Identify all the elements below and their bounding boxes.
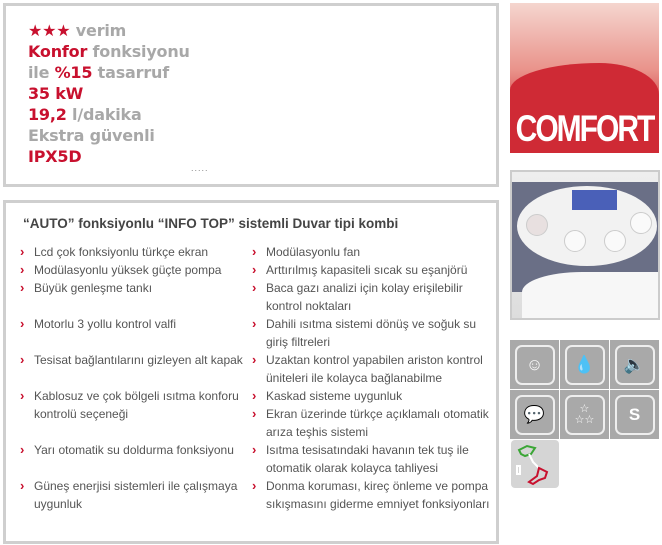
highlight-comfort: [28, 41, 190, 62]
feature-item: [20, 351, 252, 369]
chevron-right-icon: ›: [252, 352, 257, 367]
feature-item: [252, 315, 496, 351]
feature-item: [252, 261, 496, 279]
feature-row: [20, 279, 496, 315]
chevron-right-icon: ›: [20, 316, 25, 331]
feature-row: [20, 261, 496, 279]
feature-text: Arttırılmış kapasiteli sıcak su eşanjörü: [266, 263, 468, 277]
logo-text: COMFORT: [515, 108, 654, 150]
feature-row: [20, 243, 496, 261]
feature-text: Donma koruması, kireç önleme ve pompa sıkışmasını giderme emniyet fonksiyonları: [266, 479, 490, 511]
feature-text: Motorlu 3 yollu kontrol valfi: [34, 317, 177, 331]
feature-item: [252, 387, 496, 405]
chevron-right-icon: ›: [20, 262, 25, 277]
boiler-lcd: [572, 190, 617, 210]
feature-text: Büyük genleşme tankı: [34, 281, 153, 295]
highlight-text: l/dakika: [66, 105, 142, 124]
feature-item: [252, 477, 496, 513]
feature-text: Yarı otomatik su doldurma fonksiyonu: [34, 443, 234, 457]
feature-text: Baca gazı analizi için kolay erişilebilir kontrol noktaları: [266, 281, 463, 313]
highlight-text: fonksiyonu: [87, 42, 190, 61]
chevron-right-icon: ›: [252, 388, 257, 403]
feature-text: Tesisat bağlantılarını gizleyen alt kapak: [34, 353, 243, 367]
feature-item: [20, 243, 252, 261]
chevron-right-icon: ›: [20, 478, 25, 493]
feature-text: Uzaktan kontrol yapabilen ariston kontrol üniteleri ile kolayca bağlanabilme: [266, 353, 483, 385]
feature-item: [20, 261, 252, 279]
feature-item: [252, 351, 496, 387]
chevron-right-icon: ›: [20, 442, 25, 457]
feature-text: Kaskad sisteme uygunluk: [266, 389, 403, 403]
italy-map-icon: [511, 440, 559, 488]
features-table: [20, 243, 496, 513]
highlights-list: [28, 20, 190, 167]
feature-item: [20, 441, 252, 459]
feature-text: Modülasyonlu yüksek güçte pompa: [34, 263, 222, 277]
feature-row: [20, 441, 496, 477]
feature-text: Ekran üzerinde türkçe açıklamalı otomatik arıza teşhis sistemi: [266, 407, 489, 439]
boiler-knob: [604, 230, 626, 252]
comfort-logo: [510, 3, 659, 153]
chevron-right-icon: ›: [252, 478, 257, 493]
feature-item: [252, 243, 496, 261]
chevron-right-icon: ›: [20, 244, 25, 259]
highlight-text: verim: [70, 21, 127, 40]
chevron-right-icon: ›: [252, 244, 257, 259]
water-drops-icon: 💧: [560, 340, 609, 389]
feature-text: Modülasyonlu fan: [266, 245, 361, 259]
feature-text: Dahili ısıtma sistemi dönüş ve soğuk su giriş filtreleri: [266, 317, 477, 349]
speaker-icon: 🔈: [610, 340, 659, 389]
smiley-house-icon: ☺: [510, 340, 559, 389]
feature-item: [252, 405, 496, 441]
stars-rating: ★★★: [28, 21, 71, 40]
features-title: “AUTO” fonksiyonlu “INFO TOP” sistemli Duvar tipi kombi: [23, 216, 399, 231]
highlight-accent: Konfor: [28, 42, 88, 61]
highlights-panel: [3, 3, 499, 187]
highlight-saving: [28, 62, 190, 83]
feature-icons-grid: [510, 340, 660, 439]
highlight-accent: %15: [54, 63, 93, 82]
feature-item: [252, 279, 496, 315]
size-s-icon: S: [610, 390, 659, 439]
feature-row: [20, 477, 496, 513]
feature-row: [20, 351, 496, 387]
chevron-right-icon: ›: [252, 262, 257, 277]
more-link[interactable]: .....: [191, 163, 209, 173]
highlight-accent: 19,2: [28, 105, 67, 124]
feature-item: [20, 279, 252, 297]
chevron-right-icon: ›: [20, 280, 25, 295]
feature-item: [252, 441, 496, 477]
feature-row: [20, 315, 496, 351]
boiler-photo: [510, 170, 660, 320]
feature-text: Lcd çok fonksiyonlu türkçe ekran: [34, 245, 209, 259]
pressure-gauge: [526, 214, 548, 236]
chevron-right-icon: ›: [252, 406, 257, 421]
chevron-right-icon: ›: [252, 442, 257, 457]
feature-item: [20, 387, 252, 423]
highlight-power: 35 kW: [28, 84, 84, 103]
feature-text: Kablosuz ve çok bölgeli ısıtma konforu kontrolü seçeneği: [34, 389, 239, 421]
highlight-text: tasarruf: [92, 63, 169, 82]
highlight-efficiency: [28, 20, 190, 41]
boiler-knob: [564, 230, 586, 252]
highlight-flow: [28, 104, 190, 125]
chevron-right-icon: ›: [20, 388, 25, 403]
features-panel: [3, 200, 499, 544]
speech-bubbles-icon: 💬: [510, 390, 559, 439]
chevron-right-icon: ›: [20, 352, 25, 367]
chevron-right-icon: ›: [252, 280, 257, 295]
feature-item: [20, 315, 252, 333]
highlight-ip-rating: IPX5D: [28, 147, 82, 166]
feature-item: [20, 477, 252, 513]
highlight-safety: Ekstra güvenli: [28, 126, 155, 145]
feature-text: Güneş enerjisi sistemleri ile çalışmaya uygunluk: [34, 479, 238, 511]
feature-row: [20, 387, 496, 441]
chevron-right-icon: ›: [252, 316, 257, 331]
feature-text: Isıtma tesisatındaki havanın tek tuş ile otomatik olarak kolayca tahliyesi: [266, 443, 469, 475]
boiler-cap: [630, 212, 652, 234]
boiler-cover: [522, 272, 660, 320]
three-stars-icon: ☆ ☆☆: [560, 390, 609, 439]
highlight-text: ile: [28, 63, 55, 82]
